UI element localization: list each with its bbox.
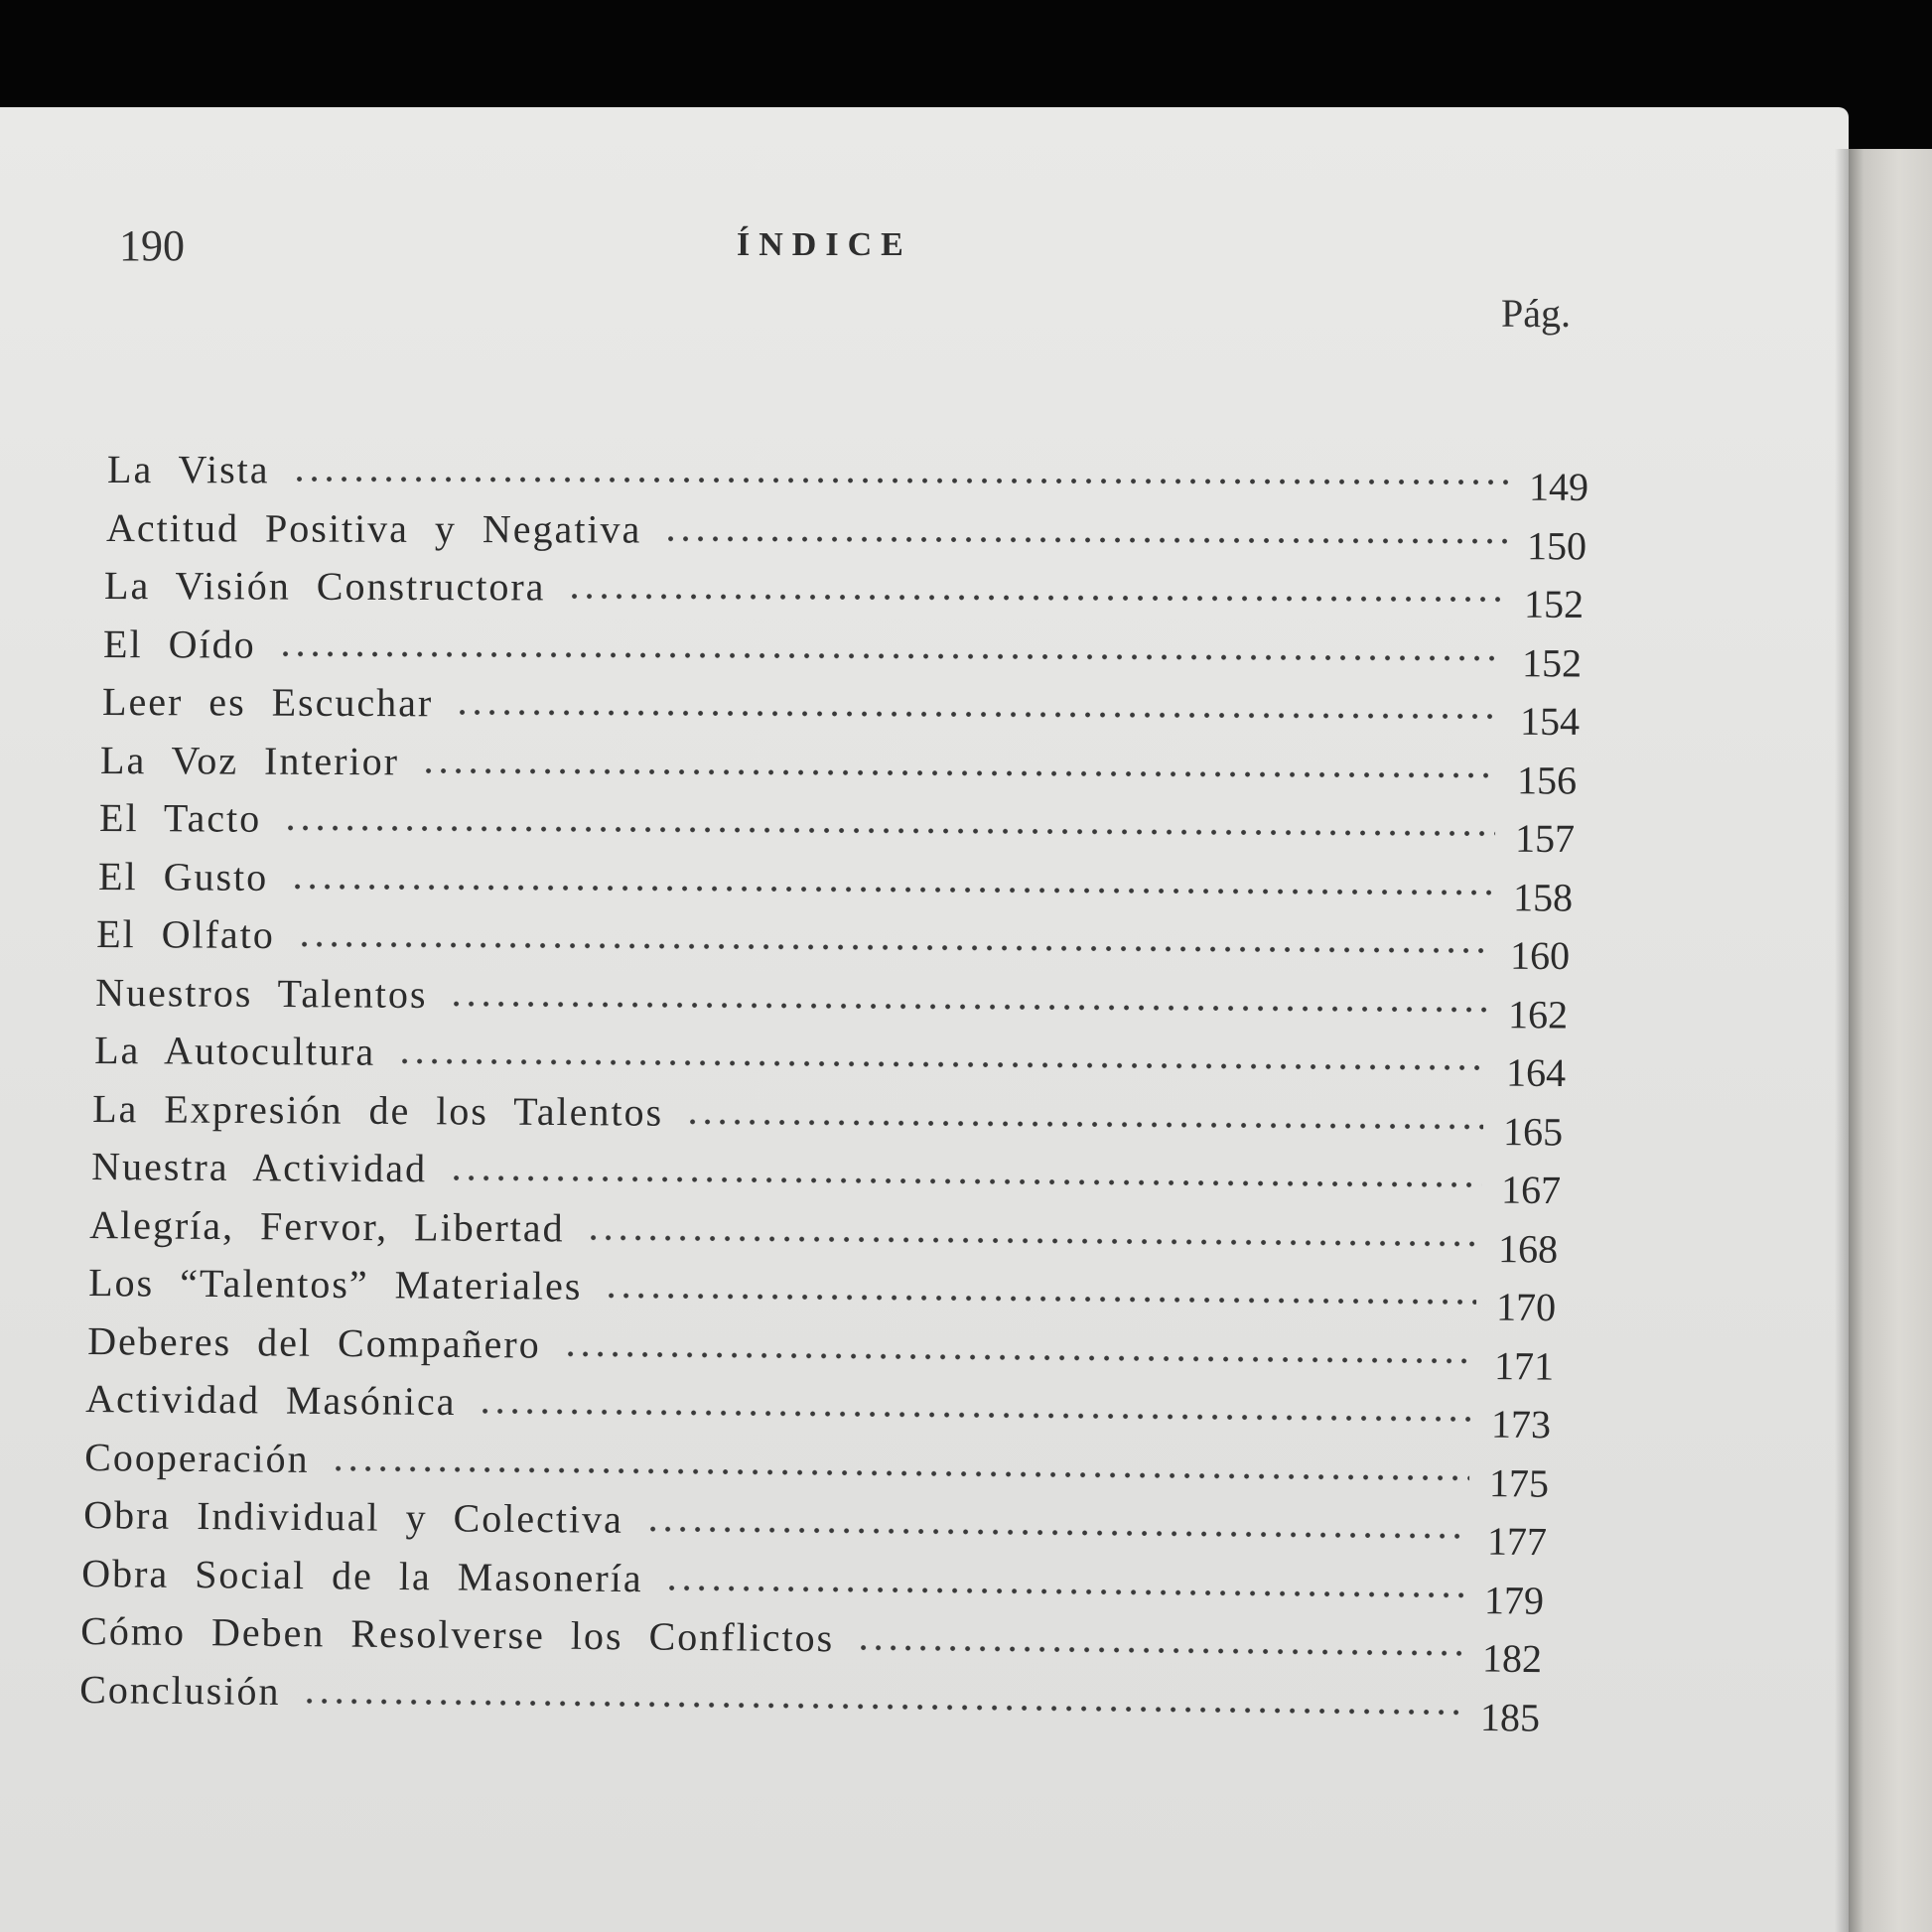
toc-entry-page: 168 [1498, 1225, 1559, 1272]
toc-entry-title: Los “Talentos” Materiales [88, 1260, 583, 1309]
toc-entry-title: La Voz Interior [100, 737, 400, 783]
dot-leader [283, 822, 1495, 840]
toc-entry [88, 1258, 1557, 1330]
toc-entry-title: La Expresión de los Talentos [92, 1085, 664, 1135]
toc-entry-page: 171 [1493, 1342, 1554, 1389]
toc-entry-page: 170 [1495, 1284, 1557, 1330]
toc-entry-page: 164 [1505, 1049, 1566, 1096]
toc-entry [85, 1374, 1552, 1448]
toc-entry-title: Actividad Masónica [85, 1376, 458, 1425]
toc-entry-page: 149 [1528, 464, 1589, 509]
toc-entry [86, 1316, 1554, 1389]
dot-leader [292, 473, 1510, 487]
toc-entry-page: 156 [1517, 757, 1578, 802]
dot-leader [663, 532, 1507, 547]
toc-entry [89, 1200, 1559, 1272]
dot-leader [562, 1347, 1474, 1366]
dot-leader [449, 1172, 1481, 1190]
toc-entry-title: Alegría, Fervor, Libertad [89, 1201, 566, 1250]
dot-leader [685, 1115, 1483, 1132]
toc-entry [82, 1490, 1547, 1565]
toc-entry-title: Obra Individual y Colectiva [82, 1492, 623, 1542]
toc-entry [81, 1549, 1545, 1623]
toc-entry-title: El Oído [102, 621, 256, 667]
toc-entry-page: 152 [1524, 581, 1585, 626]
toc-entry-title: Cooperación [84, 1434, 310, 1481]
toc-entry-title: Cómo Deben Resolverse los Conflictos [80, 1608, 835, 1661]
toc-entry [84, 1433, 1550, 1506]
dot-leader [302, 1695, 1460, 1719]
toc-entry-page: 167 [1500, 1167, 1561, 1213]
dot-leader [297, 938, 1490, 957]
toc-entry-page: 152 [1521, 639, 1583, 685]
dot-leader [479, 1405, 1472, 1425]
dot-leader [604, 1290, 1476, 1309]
dot-leader [644, 1523, 1466, 1542]
toc-entry-page: 175 [1488, 1459, 1550, 1506]
toc-entry-page: 158 [1512, 874, 1573, 920]
toc-entry-page: 160 [1510, 932, 1571, 979]
toc-entry [104, 561, 1585, 626]
toc-entry-title: Deberes del Compañero [86, 1317, 541, 1367]
toc-entry-page: 165 [1503, 1108, 1564, 1155]
toc-entry-title: Nuestros Talentos [94, 969, 428, 1017]
toc-entry-page: 154 [1519, 698, 1580, 744]
toc-entry [105, 503, 1587, 568]
toc-entry [107, 445, 1589, 509]
dot-leader [449, 998, 1488, 1016]
toc-entry-title: La Autocultura [93, 1028, 375, 1074]
toc-entry-page: 157 [1514, 815, 1576, 862]
toc-entry-page: 162 [1507, 991, 1569, 1037]
toc-entry [94, 968, 1569, 1037]
page-title: ÍNDICE [737, 226, 912, 263]
toc-entry-title: Nuestra Actividad [90, 1144, 428, 1191]
toc-entry-title: Obra Social de la Masonería [81, 1550, 644, 1600]
toc-entry [98, 793, 1576, 862]
toc-entry [96, 909, 1571, 979]
toc-entry [78, 1665, 1540, 1740]
dot-leader [665, 1582, 1465, 1600]
toc-entry-title: El Gusto [97, 853, 268, 899]
toc-entry-page: 182 [1481, 1635, 1543, 1682]
page-column-label: Pág. [1501, 291, 1571, 336]
toc-entry-title: Leer es Escuchar [101, 679, 433, 726]
toc-entry [100, 736, 1578, 802]
toc-entry [93, 1026, 1566, 1096]
toc-entry [90, 1142, 1561, 1213]
toc-entry-page: 185 [1479, 1694, 1540, 1740]
toc-entry-title: El Olfato [96, 911, 276, 957]
toc-entry-title: La Vista [107, 447, 270, 492]
dot-leader [856, 1641, 1462, 1659]
toc-entry-page: 177 [1486, 1518, 1547, 1565]
toc-entry-title: La Visión Constructora [104, 563, 546, 610]
toc-entry-title: Conclusión [78, 1666, 281, 1714]
toc-entry-title: El Tacto [98, 795, 262, 841]
dot-leader [455, 706, 1500, 722]
toc-entry [97, 852, 1573, 920]
dot-leader [568, 591, 1505, 606]
toc-entry-title: Actitud Positiva y Negativa [105, 504, 642, 552]
dot-leader [290, 880, 1493, 897]
toc-entry-page: 179 [1484, 1577, 1545, 1623]
toc-entry-page: 173 [1491, 1401, 1552, 1448]
dot-leader [587, 1231, 1479, 1249]
toc-entry [102, 620, 1583, 685]
dot-leader [331, 1462, 1469, 1484]
toc-entry [92, 1084, 1564, 1155]
dot-leader [397, 1055, 1486, 1074]
toc-entry-page: 150 [1526, 522, 1587, 568]
dot-leader [278, 647, 1502, 664]
page-number: 190 [119, 221, 185, 270]
toc-entry [80, 1606, 1543, 1682]
dot-leader [421, 764, 1497, 781]
toc-entry [101, 677, 1580, 744]
